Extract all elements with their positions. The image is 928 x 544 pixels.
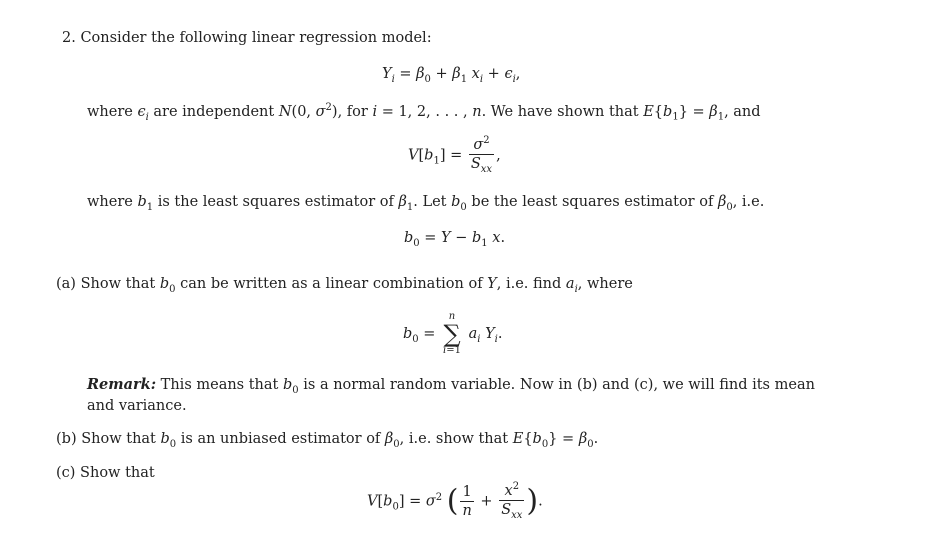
text-lse-of-2: be the least squares estimator of bbox=[471, 194, 714, 210]
problem-number: 2. bbox=[62, 30, 76, 46]
problem-intro-line bbox=[62, 31, 432, 46]
text-lse-of: is the least squares estimator of bbox=[157, 194, 394, 210]
text-we-have-shown: . We have shown that bbox=[481, 103, 639, 120]
part-c-line bbox=[56, 466, 155, 481]
part-a-text-b: can be written as a linear combination of bbox=[180, 276, 483, 292]
text-where-2: where bbox=[87, 194, 133, 210]
part-b-line: (b) Show that $b_0$ is an unbiased estimator of $\beta_0$, i.e. show that $E\{b_0\} = \beta_0$. bbox=[56, 431, 599, 450]
assumptions-line: where $\epsilon_i$ are independent N(0, $\sigma^2$), for i = 1, 2, . . . , n. We have shown that $E\{b_1\} = \beta_1$, and bbox=[87, 102, 761, 123]
part-a-label: (a) bbox=[56, 276, 76, 292]
text-and: , and bbox=[724, 103, 761, 120]
part-a-text-a: Show that bbox=[80, 276, 156, 292]
text-let: . Let bbox=[413, 194, 447, 210]
b0-equation: $b_0 = Y - b_1$ x. bbox=[404, 230, 506, 249]
remark-text-a: This means that bbox=[160, 377, 279, 393]
remark-text-b: is a normal random variable. Now in (b) and (c), we will find its mean bbox=[303, 377, 815, 393]
variance-b0-equation: $V[b_0] = \sigma^2$ ( $\frac{1}{n}$ + $\frac{x^2}{S_{xx}}$ ). bbox=[367, 481, 543, 522]
text-where: where bbox=[87, 103, 133, 120]
remark-text-c: and variance. bbox=[87, 398, 187, 414]
part-b-text-c: , i.e. show that bbox=[399, 431, 509, 447]
estimator-line: where $b_1$ is the least squares estimator of $\beta_1$. Let $b_0$ be the least squares estimator of $\beta_0$, i.e. bbox=[87, 194, 765, 213]
variance-b1-equation: $V[b_1]$ = $\frac{\sigma^2}{S_{xx}}$ , bbox=[408, 135, 501, 176]
part-b-text-b: is an unbiased estimator of bbox=[180, 431, 381, 447]
part-a-line: (a) Show that $b_0$ can be written as a linear combination of Y, i.e. find $a_i$, where bbox=[56, 276, 633, 295]
remark-title: Remark: bbox=[87, 376, 157, 393]
part-b-text-a: Show that bbox=[81, 431, 156, 447]
text-independent: are independent bbox=[153, 103, 275, 120]
remark-line-2 bbox=[87, 399, 187, 414]
part-b-label: (b) bbox=[56, 431, 77, 447]
problem-intro: Consider the following linear regression model: bbox=[80, 30, 432, 46]
part-a-text-d: , where bbox=[577, 276, 633, 292]
remark-line-1: Remark: This means that $b_0$ is a normal random variable. Now in (b) and (c), we will find its mean bbox=[87, 376, 815, 396]
part-c-label: (c) bbox=[56, 465, 76, 481]
text-ie: , i.e. bbox=[732, 194, 765, 210]
model-equation: $Y_i = \beta_0 + \beta_1$ $x_i + \epsilon_i$, bbox=[382, 66, 521, 85]
b0-sum-equation: $b_0 = n$ ∑ i=1 $a_i$ $Y_i$. bbox=[403, 311, 503, 356]
text-for: , for bbox=[337, 103, 368, 120]
part-a-text-c: , i.e. find bbox=[496, 276, 562, 292]
part-c-text: Show that bbox=[80, 465, 155, 481]
